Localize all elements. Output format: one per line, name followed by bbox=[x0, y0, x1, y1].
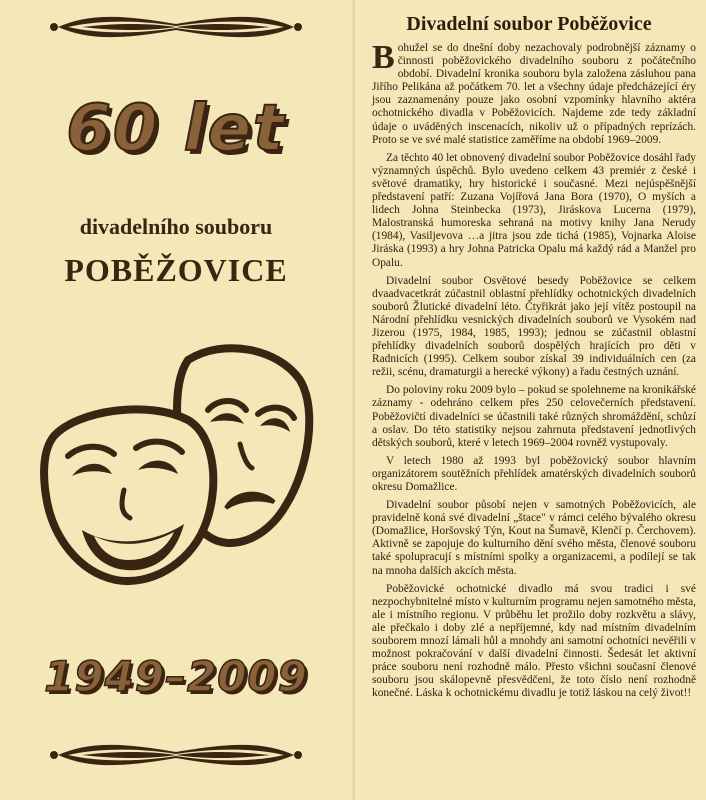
drop-cap: B bbox=[372, 39, 395, 76]
cover-town: POBĚŽOVICE bbox=[64, 252, 288, 288]
article-paragraph: Do poloviny roku 2009 bylo – pokud se spolehneme na kronikářské záznamy - odehráno celkem přes 250 celovečerních představení. Poběžovičtí divadelníci se účastnili také různých shromáždění, schůzí a oslav. Do této statistiky nejsou zahrnuta představení jednotlivých dětských souborů, které v letech 1969–2004 rovněž vystupovaly. bbox=[372, 384, 696, 449]
article-paragraph: Poběžovické ochotnické divadlo má svou tradici i své nezpochybnitelné místo v kulturním programu nejen samotného města, ale i místního regionu. V průběhu let prožilo doby rozkvětu a slávy, ale přečkalo i doby zlé a nepříjemné, kdy nad místním divadelním souborem mnozí lámali hůl a mnohdy ani samotní ochotníci nevěřili v možnost pokračování v další divadelní činnosti. Šedesát let aktivní práce souboru není rozhodně málo. Přesto všichni současní členové souboru jsou skálopevně přesvědčeni, že toto číslo není rozhodně konečné. Láska k ochotnickému divadlu je totiž láskou na celý život!! bbox=[372, 582, 696, 700]
big-title: 60 let bbox=[66, 92, 286, 166]
article-heading: Divadelní soubor Poběžovice bbox=[406, 13, 652, 35]
article-paragraph bbox=[372, 39, 696, 147]
article-paragraph: Za těchto 40 let obnovený divadelní soubor Poběžovice dosáhl řady významných úspěchů. Bylo uvedeno celkem 43 premiér z české i světové dramatiky, hry historické i současné. Mezi nejúspěšnější představení patří: Zuzana Vojířová Jana Bora (1970), O myších a lidech Johna Steinbecka (1973), Jiráskova Lucerna (1979), Malostranská humoreska sehraná na motivy knihy Jana Nerudy (1984), Vasiljevova …a jitra jsou zde tichá (1985), Vojnarka Aloise Jiráska (1993) a hry Johna Patricka Opalu má každý rád a Manžel pro Opalu. bbox=[372, 151, 696, 269]
cover-years: 1949–2009 bbox=[44, 652, 308, 701]
paragraph-text: ohužel se do dnešní doby nezachovaly podrobnější záznamy o činnosti poběžovického divadelního souboru z počátečního období. Divadelní kronika souboru byla založena zásluhou pana Jiřího Pelikána až počátkem 70. let a všechny údaje předcházející éry jsou zaznamenány pouze jako osobní vzpomínky hlavního aktéra ochotnického divadla v Poběžovicích. Najdeme zde tedy základní údaje o uváděných inscenacích, nikoliv už o případných reprízách. Proto se ve své malé statistice zaměříme na období 1969–2009. bbox=[372, 42, 696, 146]
cover-panel bbox=[0, 0, 352, 800]
ornament-scroll-icon bbox=[48, 10, 304, 44]
page-fold-divider bbox=[352, 0, 356, 800]
article-body bbox=[372, 39, 696, 706]
theatre-masks-icon bbox=[38, 340, 318, 590]
ornament-scroll-icon bbox=[48, 738, 304, 772]
article-paragraph: Divadelní soubor působí nejen v samotných Poběžovicích, ale pravidelně koná své divadelní „štace" v rámci celého bývalého okresu (Domažlice, Horšovský Týn, Kout na Šumavě, Klenčí p. Čerchovem). Aktivně se zapojuje do kulturního dění svého města, členové souboru také spolupracují s místními spolky a organizacemi, a podílejí se tak na mnoha dalších akcích města. bbox=[372, 499, 696, 577]
comedy-mask-icon bbox=[44, 409, 213, 581]
cover-subtitle: divadelního souboru bbox=[79, 214, 273, 239]
article-paragraph: Divadelní soubor Osvětové besedy Poběžovice se celkem dvaadvacetkrát zúčastnil oblastní přehlídky ochotnických divadelních souborů Žlutické divadelní léto. Čtyřikrát jako její vítěz postoupil na Národní přehlídku vesnických divadelních souborů ve Vysokém nad Jizerou (1975, 1984, 1985, 1993); jednou se zúčastnil oblastní přehlídky divadelních souborů dospělých hrajících pro děti v Radnicích (1995). Celkem soubor získal 39 individuálních cen (za režii, scénu, dramaturgii a herecké výkony) a řadu čestných uznání. bbox=[372, 274, 696, 379]
article-paragraph: V letech 1980 až 1993 byl poběžovický soubor hlavním organizátorem soutěžních přehlídek amatérských divadelních souborů okresu Domažlice. bbox=[372, 454, 696, 493]
article-panel bbox=[358, 0, 700, 800]
